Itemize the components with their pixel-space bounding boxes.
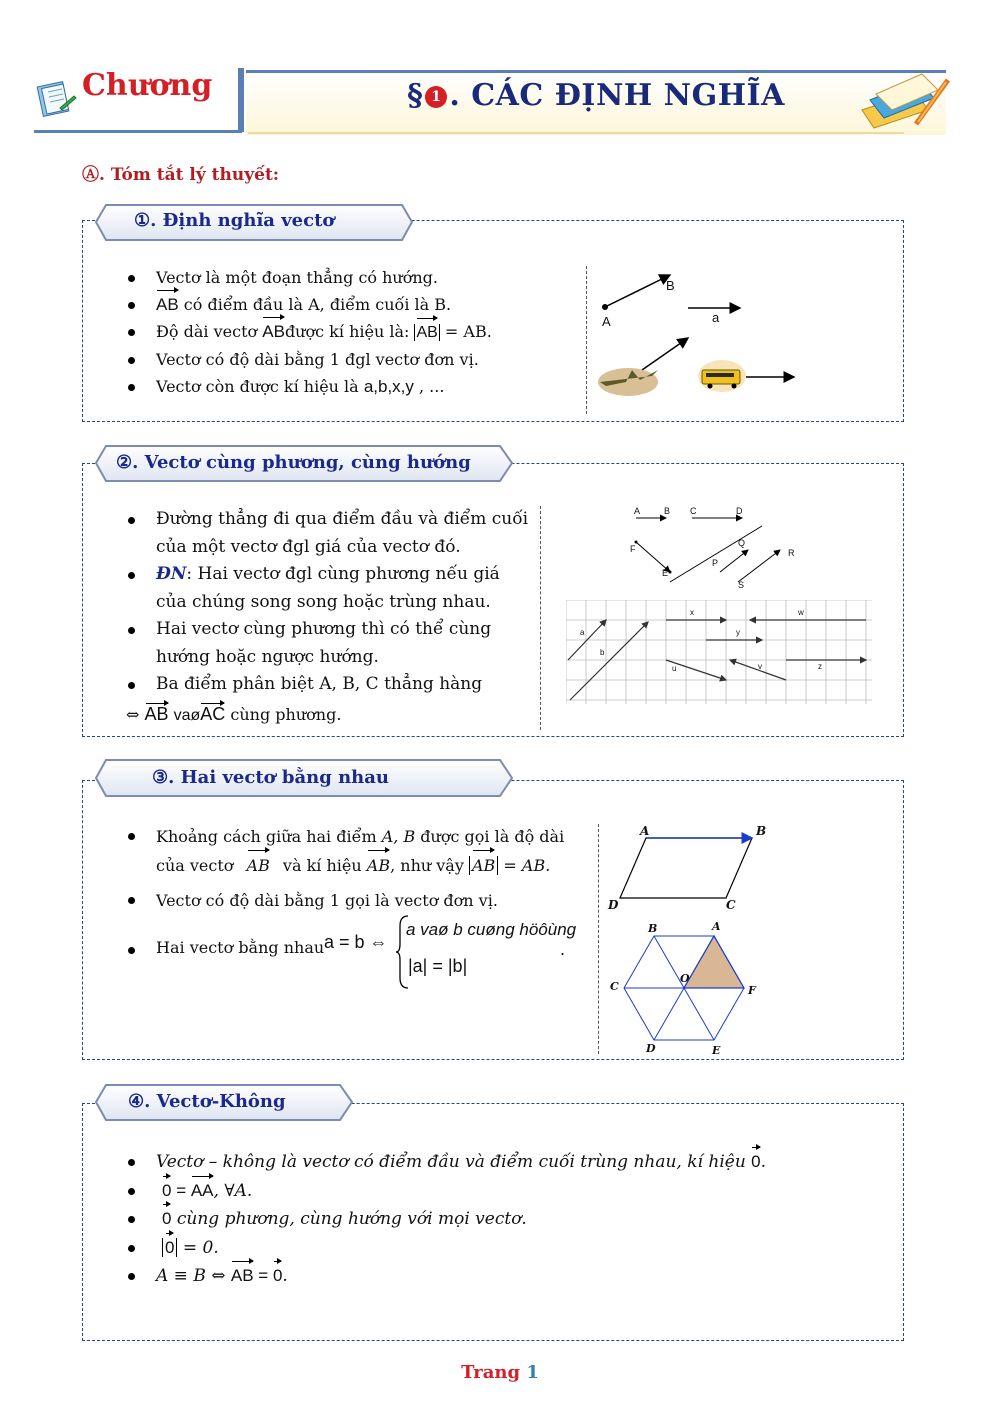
label-E: E: [662, 568, 669, 578]
grid-label-x: x: [690, 608, 694, 617]
hex-label-E: E: [712, 1044, 721, 1057]
formula-dot: .: [560, 940, 566, 959]
condition-1: a vaø b cuøng höôùng: [406, 920, 577, 939]
zero-vector: 0: [162, 1177, 171, 1206]
list-item: ĐN: Hai vectơ đgl cùng phương nếu giá của chúng song song hoặc trùng nhau.: [156, 561, 532, 616]
grid-label-v: v: [758, 662, 762, 671]
section-3-divider: [598, 824, 599, 1054]
vector-AB: AB: [156, 291, 179, 318]
section-sign: §: [407, 78, 424, 113]
vector-AA: AA: [191, 1177, 214, 1206]
page-number: 1: [526, 1362, 539, 1383]
label-A: A: [634, 506, 641, 516]
section-a-heading: Ⓐ. Tóm tắt lý thuyết:: [82, 165, 280, 185]
section-1-tab: [92, 203, 416, 241]
list-item: Vectơ có độ dài bằng 1 gọi là vectơ đơn vị.: [156, 886, 588, 915]
grid-label-w: w: [798, 608, 804, 617]
section-4-title: ④. Vectơ-Không: [128, 1091, 286, 1112]
footer-label: Trang: [461, 1362, 521, 1383]
label-D: D: [736, 506, 743, 516]
list-item: 0 = 0.: [156, 1234, 856, 1263]
list-item: Vectơ còn được kí hiệu là a,b,x,y , ...: [156, 373, 576, 400]
hex-label-C: C: [610, 980, 619, 993]
section-1-title: ①. Định nghĩa vectơ: [134, 210, 335, 231]
condition-2: |a| = |b|: [408, 956, 468, 976]
books-pencil-icon: [856, 70, 952, 132]
header-underline: [248, 132, 904, 134]
list-item: AB có điểm đầu là A, điểm cuối là B.: [156, 291, 576, 318]
vector-AC: AC: [200, 704, 226, 724]
title-text: . CÁC ĐỊNH NGHĨA: [449, 78, 785, 113]
list-item: 0 = AA, ∀A.: [156, 1177, 856, 1206]
grid-label-z: z: [818, 662, 822, 671]
vector-AB: AB: [472, 851, 495, 880]
section-2-figure-lines: [612, 506, 812, 596]
hexagon-figure: [608, 922, 764, 1056]
parallelogram-figure: [606, 822, 782, 916]
list-item: Độ dài vectơ ABđược kí hiệu là: AB = AB.: [156, 318, 576, 346]
section-2-grid-figure: [566, 600, 872, 704]
para-label-D: D: [608, 898, 619, 912]
vector-symbols: a,b,x,y: [363, 377, 414, 396]
list-item: Vectơ là một đoạn thẳng có hướng.: [156, 264, 576, 291]
title-badge: 1: [425, 86, 447, 108]
page-title: [246, 78, 946, 113]
hex-label-F: F: [748, 984, 756, 997]
header-divider: [238, 68, 244, 132]
label-A: A: [602, 314, 611, 329]
section-4-tab: [92, 1083, 356, 1123]
para-label-C: C: [726, 898, 736, 912]
list-item: Vectơ – không là vectơ có điểm đầu và điểm cuối trùng nhau, kí hiệu 0.: [156, 1148, 856, 1177]
section-1-figure: [592, 266, 812, 406]
page-footer: [0, 1362, 1000, 1383]
label-a: a: [712, 310, 720, 325]
hex-label-B: B: [648, 922, 658, 935]
para-label-B: B: [756, 824, 767, 838]
list-bullet: [128, 947, 135, 954]
section-3-tab: [92, 758, 516, 800]
grid-label-y: y: [736, 628, 740, 637]
para-label-A: A: [640, 824, 650, 838]
zero-vector: 0: [273, 1262, 282, 1291]
label-R: R: [788, 548, 795, 558]
equal-vectors-formula: a = b ⇔: [324, 932, 388, 952]
collinear-equivalence: ⇔ AB vaøAC cùng phương.: [126, 704, 342, 724]
zero-vector: 0: [751, 1148, 760, 1177]
chapter-label: Chương: [82, 68, 213, 103]
section-2-list: [156, 506, 532, 699]
list-item: Khoảng cách giữa hai điểm A, B được gọi là độ dài của vectơ AB và kí hiệu AB, như vậy AB = AB.: [156, 822, 588, 880]
grid-label-b: b: [600, 648, 605, 657]
equal-vectors-item: Hai vectơ bằng nhau: [156, 938, 325, 957]
grid-label-u: u: [672, 664, 677, 673]
notebook-icon: [36, 78, 78, 118]
label-Q: Q: [738, 538, 746, 548]
section-2-title: ②. Vectơ cùng phương, cùng hướng: [116, 452, 471, 473]
section-3-list: [156, 822, 588, 915]
label-B: B: [664, 506, 671, 516]
list-item: Hai vectơ cùng phương thì có thể cùng hướng hoặc ngược hướng.: [156, 616, 532, 671]
list-item: 0 cùng phương, cùng hướng với mọi vectơ.: [156, 1205, 856, 1234]
hex-label-O: O: [680, 972, 690, 985]
label-B: B: [666, 278, 675, 293]
list-item: Ba điểm phân biệt A, B, C thẳng hàng: [156, 671, 532, 699]
list-item: Đường thẳng đi qua điểm đầu và điểm cuối của một vectơ đgl giá của vectơ đó.: [156, 506, 532, 561]
vector-AB: AB: [247, 851, 270, 880]
list-item: Vectơ có độ dài bằng 1 đgl vectơ đơn vị.: [156, 346, 576, 373]
section-1-list: [156, 264, 576, 400]
section-2-divider: [540, 506, 541, 730]
section-3-title: ③. Hai vectơ bằng nhau: [152, 767, 390, 788]
section-2-tab: [92, 444, 516, 484]
list-item: A ≡ B ⇔ AB = 0.: [156, 1262, 856, 1291]
label-S: S: [738, 580, 745, 590]
vector-AB: AB: [416, 319, 437, 346]
section-1-divider: [586, 266, 587, 414]
zero-vector: 0: [165, 1234, 174, 1263]
grid-label-a: a: [580, 628, 585, 637]
vector-AB: AB: [231, 1262, 254, 1291]
vector-AB: AB: [144, 704, 169, 724]
label-C: C: [690, 506, 697, 516]
section-4-list: [156, 1148, 856, 1291]
vector-AB: AB: [262, 318, 285, 345]
vector-AB: AB: [367, 851, 390, 880]
label-F: F: [630, 544, 636, 554]
zero-vector: 0: [162, 1205, 171, 1234]
hex-label-D: D: [646, 1042, 656, 1055]
hex-label-A: A: [712, 920, 721, 933]
label-P: P: [712, 558, 719, 568]
